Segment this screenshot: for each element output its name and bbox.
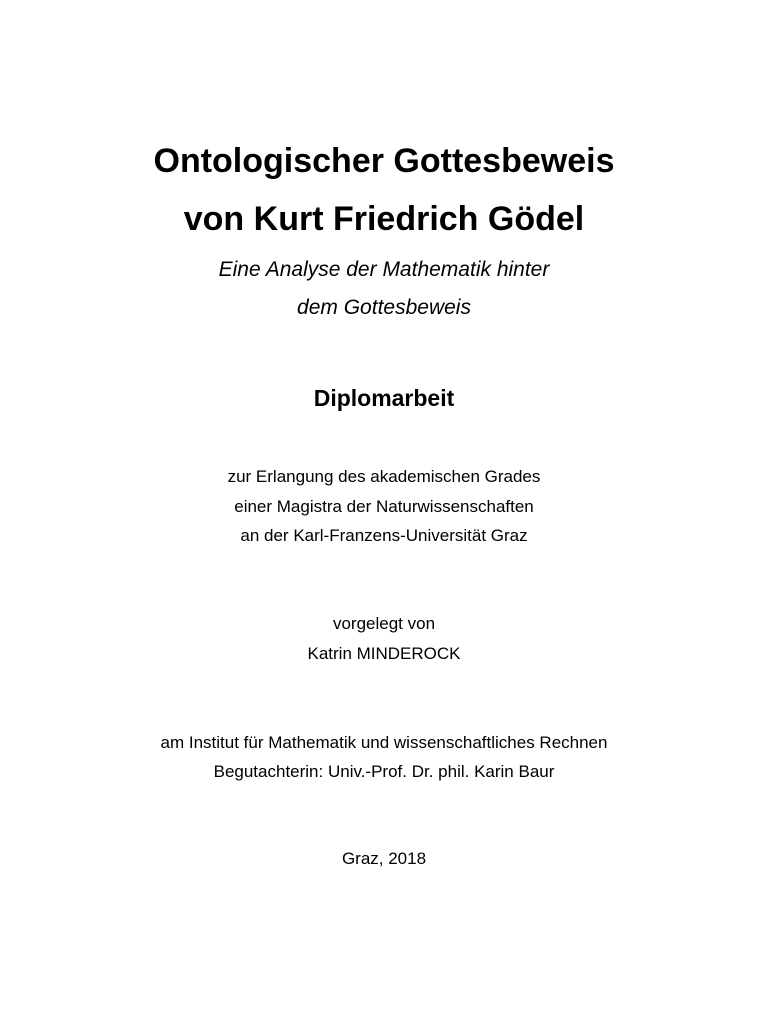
title-line-1: Ontologischer Gottesbeweis [153, 142, 615, 180]
place-date: Graz, 2018 [341, 849, 427, 868]
title-line-2: von Kurt Friedrich Gödel [183, 200, 585, 238]
thesis-type: Diplomarbeit [313, 385, 455, 411]
subtitle-line-2: dem Gottesbeweis [297, 296, 471, 319]
subtitle-line-1: Eine Analyse der Mathematik hinter [218, 258, 550, 281]
purpose-line-1: zur Erlangung des akademischen Grades [227, 467, 541, 486]
institute-line: am Institut für Mathematik und wissenschaftliches Rechnen [160, 733, 608, 752]
reviewer-line: Begutachterin: Univ.-Prof. Dr. phil. Karin Baur [213, 762, 555, 781]
author-name: Katrin MINDEROCK [307, 644, 461, 663]
purpose-line-3: an der Karl-Franzens-Universität Graz [240, 526, 528, 545]
purpose-line-2: einer Magistra der Naturwissenschaften [234, 497, 534, 516]
submitted-by-label: vorgelegt von [332, 614, 436, 633]
